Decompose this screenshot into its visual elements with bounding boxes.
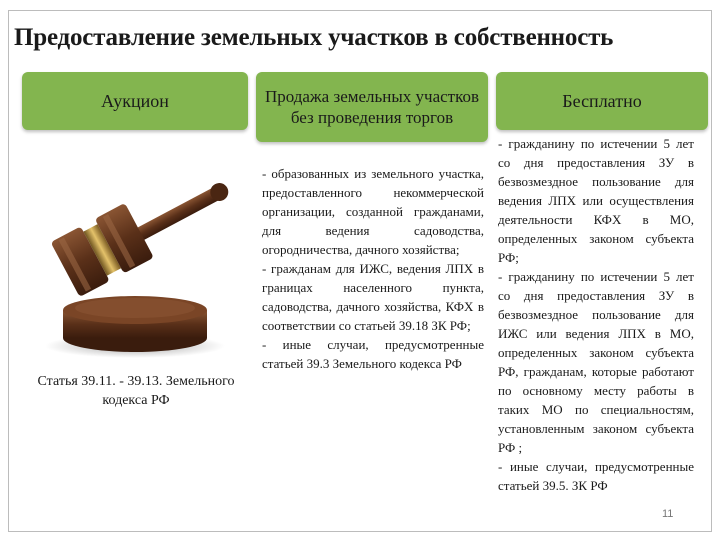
list-item: - иные случаи, предусмотренные статьей 39.5. ЗК РФ — [498, 459, 694, 493]
slide-title: Предоставление земельных участков в собственность — [14, 24, 614, 51]
list-item: - гражданину по истечении 5 лет со дня предоставления ЗУ в безвозмездное пользование для ведения ЛПХ или осуществления деятельности КФХ в МО, определенных законом субъекта РФ; — [498, 136, 694, 265]
list-item: - гражданам для ИЖС, ведения ЛПХ в границах населенного пункта, садоводства, дачного хозяйства, КФХ в соответствии со статьей 39.18 ЗК РФ; — [262, 261, 484, 333]
list-item: - образованных из земельного участка, предоставленного некоммерческой организации, созданной гражданами, для ведения садоводства, огородничества, дачного хозяйства; — [262, 166, 484, 257]
auction-header — [22, 72, 248, 130]
free-grant-header — [496, 72, 708, 130]
page-number: 11 — [662, 508, 674, 520]
sale-without-auction-header — [256, 72, 488, 142]
list-item: - гражданину по истечении 5 лет со дня предоставления ЗУ в безвозмездное пользование для ИЖС или ведения ЛПХ в МО, определенных законом субъекта РФ, гражданам, которые работают по основному месту работы в таких МО по специальностям, установленным законом субъекта РФ ; — [498, 269, 694, 455]
sale-conditions-list — [262, 164, 484, 373]
sale-header-label: Продажа земельных участков без проведения торгов — [264, 87, 480, 127]
auction-legal-reference: Статья 39.11. - 39.13. Земельного кодекса РФ — [37, 374, 235, 408]
free-conditions-list — [498, 134, 694, 495]
gavel-icon — [30, 170, 240, 360]
list-item: - иные случаи, предусмотренные статьей 39.3 Земельного кодекса РФ — [262, 337, 484, 371]
free-header-label: Бесплатно — [562, 90, 642, 111]
auction-header-label: Аукцион — [101, 90, 169, 111]
